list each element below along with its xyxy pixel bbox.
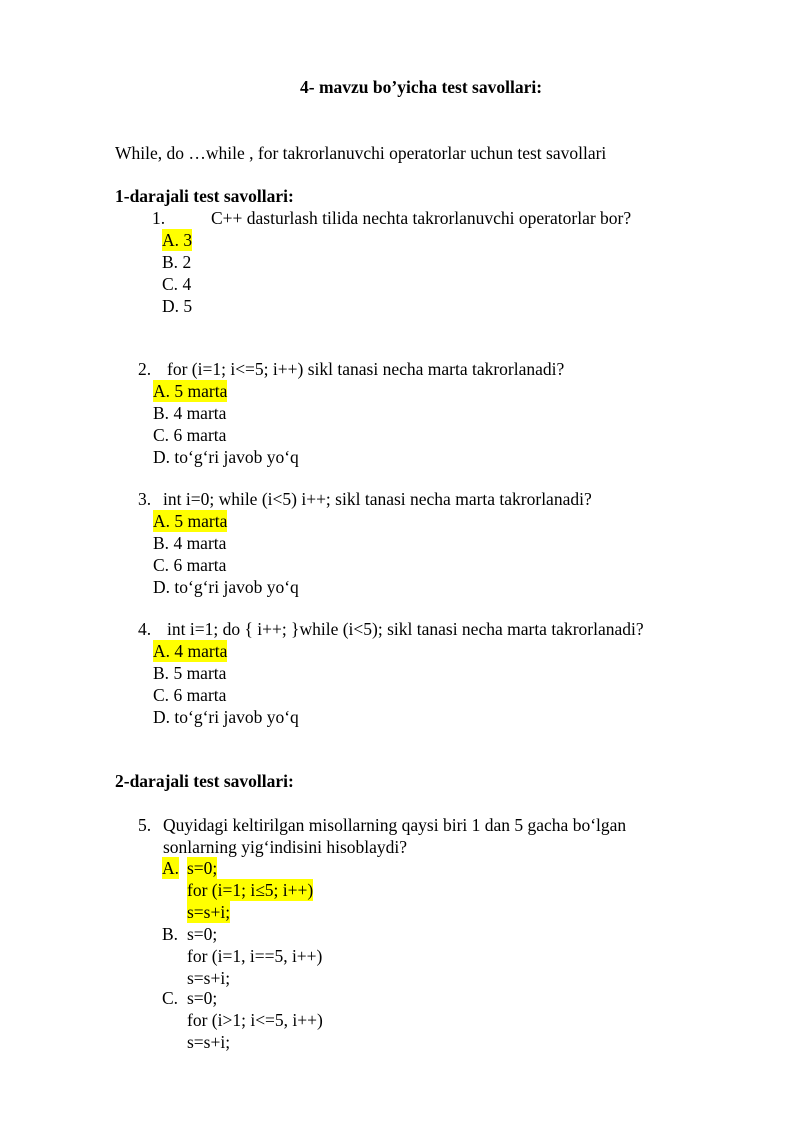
document-subtitle: While, do …while , for takrorlanuvchi operatorlar uchun test savollari xyxy=(115,143,607,163)
question-2-option-a: A. 5 marta xyxy=(153,381,228,401)
question-5-option-b-letter: B. xyxy=(162,924,179,944)
question-4-option-c: C. 6 marta xyxy=(153,685,227,705)
question-1-number: 1. xyxy=(152,208,166,228)
question-1-text: C++ dasturlash tilida nechta takrorlanuvchi operatorlar bor? xyxy=(211,208,632,228)
level2-heading: 2-darajali test savollari: xyxy=(115,771,294,791)
question-4-option-b: B. 5 marta xyxy=(153,663,227,683)
question-5-option-b-line-3: s=s+i; xyxy=(187,968,231,988)
question-1-option-c: C. 4 xyxy=(162,274,192,294)
question-2-text: for (i=1; i<=5; i++) sikl tanasi necha marta takrorlanadi? xyxy=(167,359,565,379)
question-5-option-a-line-2: for (i=1; i≤5; i++) xyxy=(187,880,314,900)
question-3-option-a: A. 5 marta xyxy=(153,511,228,531)
level1-heading: 1-darajali test savollari: xyxy=(115,186,294,206)
question-5-option-c-line-3: s=s+i; xyxy=(187,1032,231,1052)
question-1-option-a: A. 3 xyxy=(162,230,193,250)
question-5-option-c-letter: C. xyxy=(162,988,179,1008)
question-2-number: 2. xyxy=(138,359,152,379)
question-5-option-b-line-2: for (i=1, i==5, i++) xyxy=(187,946,323,966)
question-3-option-d: D. to‘g‘ri javob yo‘q xyxy=(153,577,299,597)
question-3-option-b: B. 4 marta xyxy=(153,533,227,553)
question-2-option-d: D. to‘g‘ri javob yo‘q xyxy=(153,447,299,467)
document-title: 4- mavzu bo’yicha test savollari: xyxy=(300,77,543,97)
question-5-option-c-line-2: for (i>1; i<=5, i++) xyxy=(187,1010,323,1030)
question-5-number: 5. xyxy=(138,815,152,835)
question-3-option-c: C. 6 marta xyxy=(153,555,227,575)
question-4-text: int i=1; do { i++; }while (i<5); sikl tanasi necha marta takrorlanadi? xyxy=(167,619,644,639)
question-3-number: 3. xyxy=(138,489,152,509)
question-4-option-a: A. 4 marta xyxy=(153,641,228,661)
question-1-option-d: D. 5 xyxy=(162,296,193,316)
question-5-option-a-line-1: s=0; xyxy=(187,858,218,878)
question-5-option-b-line-1: s=0; xyxy=(187,924,218,944)
question-1-option-b: B. 2 xyxy=(162,252,192,272)
question-3-text: int i=0; while (i<5) i++; sikl tanasi necha marta takrorlanadi? xyxy=(163,489,592,509)
question-4-number: 4. xyxy=(138,619,152,639)
question-5-text-line-1: Quyidagi keltirilgan misollarning qaysi biri 1 dan 5 gacha bo‘lgan xyxy=(163,815,627,835)
question-2-option-b: B. 4 marta xyxy=(153,403,227,423)
question-2-option-c: C. 6 marta xyxy=(153,425,227,445)
question-5-text-line-2: sonlarning yig‘indisini hisoblaydi? xyxy=(163,837,408,857)
question-5-option-a-letter-mark: A. xyxy=(162,858,180,878)
question-5-option-c-line-1: s=0; xyxy=(187,988,218,1008)
question-5-option-a-line-3: s=s+i; xyxy=(187,902,231,922)
question-4-option-d: D. to‘g‘ri javob yo‘q xyxy=(153,707,299,727)
